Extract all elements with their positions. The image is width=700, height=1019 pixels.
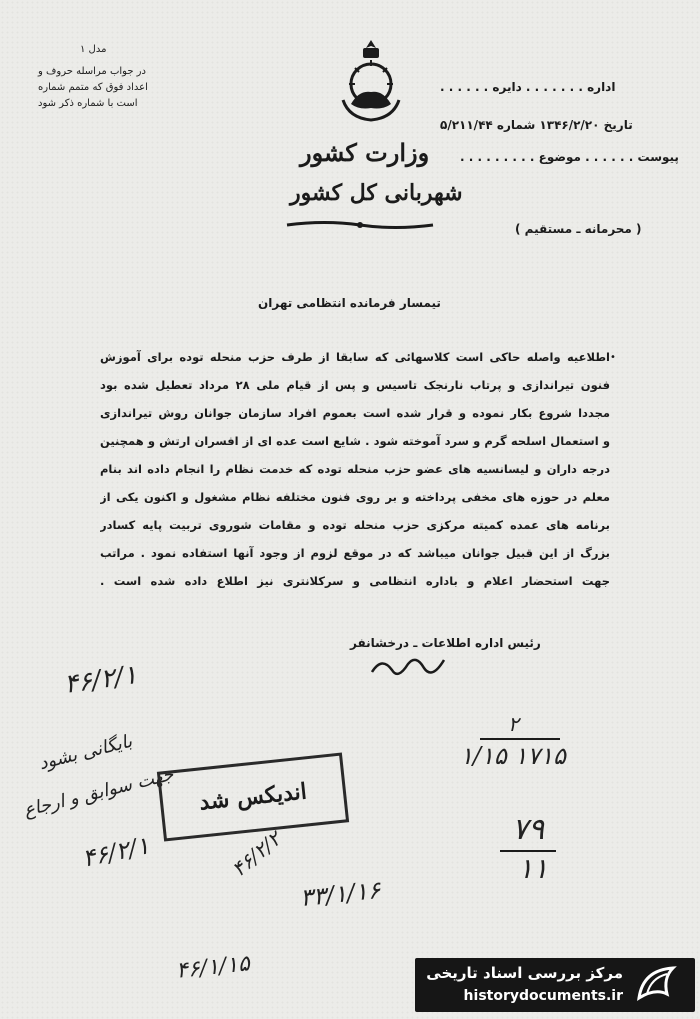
archive-logo-icon <box>633 964 685 1006</box>
handwritten-number-79: ۷۹ <box>512 812 545 847</box>
ministry-title: وزارت کشور <box>300 138 430 167</box>
department-field: اداره . . . . . . . دایره . . . . . . <box>440 80 616 94</box>
body-line-2: فنون تیراندازی و پرتاب نارنجک تاسیس و پس از قیام ملی ۲۸ مرداد تعطیل شده بود <box>100 378 610 392</box>
title-ornament-icon <box>285 218 435 232</box>
body-line-6: معلم در حوزه های مخفی پرداخته و بر روی فنون مختلفه نظام مشغول و اکنون یکی از <box>100 490 610 504</box>
handwritten-note-date: ۴۶/۲/۱ <box>79 831 152 873</box>
handwritten-center-note: ۴۶/۲/۲ <box>226 826 286 882</box>
bullet-dot: • <box>610 352 616 363</box>
handwritten-date-top-left: ۴۶/۲/۱ <box>62 660 140 700</box>
police-title: شهربانی کل کشور <box>290 180 463 206</box>
date-number-field: تاریخ ۱۳۴۶/۲/۲۰ شماره ۵/۲۱۱/۴۴ <box>440 118 633 132</box>
lion-and-sun-emblem-icon <box>335 38 407 126</box>
signature-scribble-icon <box>368 652 448 686</box>
attachment-subject-field: پیوست . . . . . . موضوع . . . . . . . . . <box>460 150 679 164</box>
handwritten-note-line-1: بایگانی بشود <box>36 730 135 775</box>
handwritten-date-lowest: ۴۶/۱/۱۵ <box>174 951 252 984</box>
handwritten-fraction-bottom: ۱/۱۵ ۱۷۱۵ <box>460 742 566 770</box>
archive-watermark <box>415 958 695 1012</box>
classification-label: ( محرمانه ـ مستقیم ) <box>515 222 642 236</box>
body-line-4: و استعمال اسلحه گرم و سرد آموخته شود . شایع است عده ای از افسران ارتش و همچنین <box>100 434 610 448</box>
reply-note-line-3: است با شماره ذکر شود <box>38 98 138 109</box>
handwritten-note-line-2: جهت سوابق و ارجاع <box>21 763 176 822</box>
recipient-line: تیمسار فرمانده انتظامی تهران <box>258 296 441 310</box>
body-line-3: مجددا شروع بکار نموده و قرار شده است بعموم افراد سازمان جوانان روش تیراندازی <box>100 406 610 420</box>
stamp-text: اندیکس شد <box>198 778 308 816</box>
signature-title-line: رئیس اداره اطلاعات ـ درخشانفر <box>350 636 541 650</box>
body-line-9: جهت استحضار اعلام و باداره انتظامی و سرکلانتری نیز اطلاع داده شده است . <box>100 574 610 588</box>
index-stamp <box>157 752 349 841</box>
handwritten-number-11: ۱۱ <box>518 852 549 885</box>
body-line-7: برنامه های عمده کمیته مرکزی حزب منحله توده و مقامات شوروی تربیت پایه کسادر <box>100 518 610 532</box>
fraction-bar <box>480 738 560 740</box>
body-line-8: بزرگ از این قبیل جوانان میباشد که در موقع لزوم از وجود آنها استفاده نمود . مراتب <box>100 546 610 560</box>
body-line-1: اطلاعیه واصله حاکی است کلاسهائی که سابقا از طرف حزب منحله توده برای آموزش <box>100 350 610 364</box>
watermark-fa-text: مرکز بررسی اسناد تاریخی <box>426 964 623 982</box>
reply-note-line-2: اعداد فوق که متمم شماره <box>38 82 148 93</box>
handwritten-fraction-top: ۲ <box>508 712 519 736</box>
body-line-5: درجه داران و لیسانسیه های عضو حزب منحله توده که خدمت نظام را انجام داده اند بنام <box>100 462 610 476</box>
reply-note-line-1: در جواب مراسله حروف و <box>38 66 146 77</box>
watermark-url: historydocuments.ir <box>463 988 623 1004</box>
handwritten-date-bottom: ۳۳/۱/۱۶ <box>298 875 382 913</box>
form-number: مدل ۱ <box>80 44 107 55</box>
